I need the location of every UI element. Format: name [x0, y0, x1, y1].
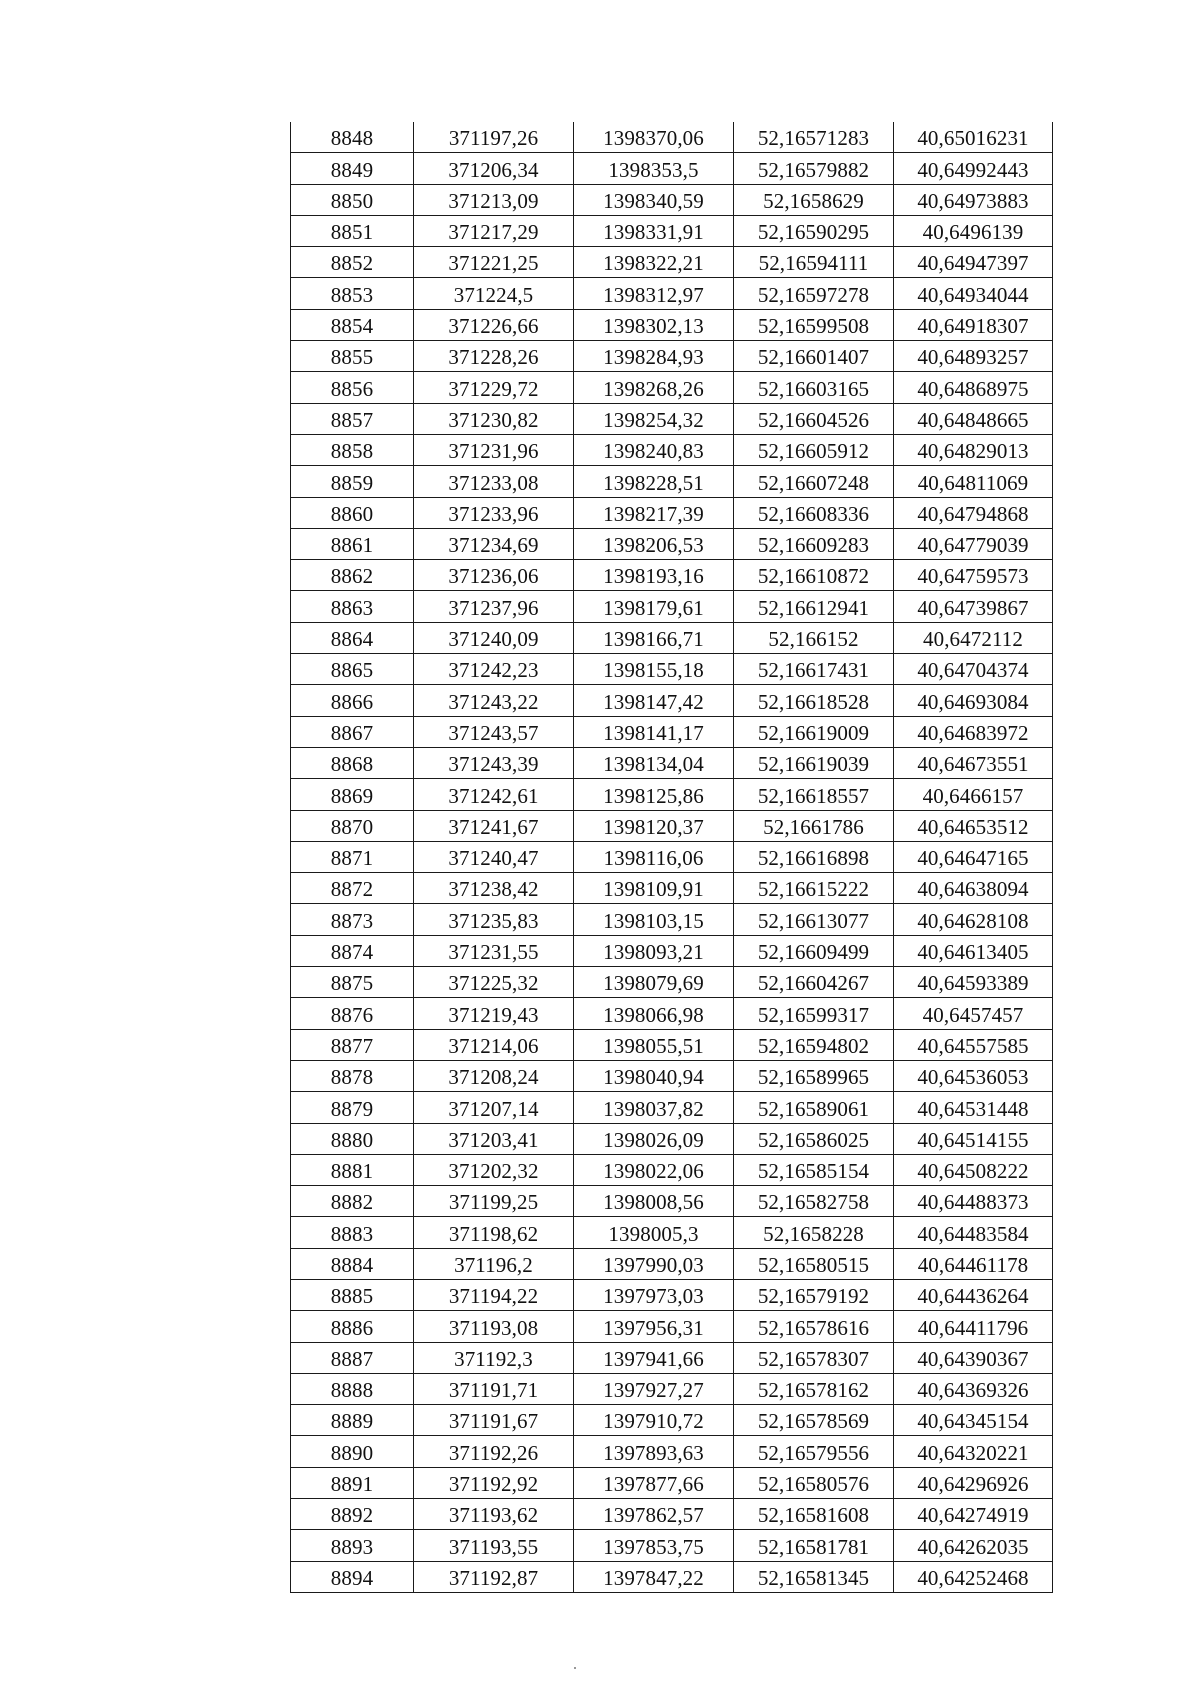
latitude-cell: 52,16585154: [734, 1154, 894, 1185]
x-coordinate-cell: 371193,08: [414, 1311, 574, 1342]
longitude-cell: 40,64483584: [894, 1217, 1053, 1248]
x-coordinate-cell: 371240,09: [414, 622, 574, 653]
x-coordinate-cell: 371243,39: [414, 747, 574, 778]
table-row: [291, 1467, 1053, 1498]
latitude-cell: 52,16619009: [734, 716, 894, 747]
latitude-cell: 52,16607248: [734, 466, 894, 497]
table-row: [291, 873, 1053, 904]
table-row: [291, 278, 1053, 309]
longitude-cell: 40,64296926: [894, 1467, 1053, 1498]
point-number-cell: 8848: [291, 122, 414, 153]
point-number-cell: 8851: [291, 215, 414, 246]
latitude-cell: 52,16581781: [734, 1530, 894, 1561]
x-coordinate-cell: 371236,06: [414, 560, 574, 591]
point-number-cell: 8875: [291, 967, 414, 998]
longitude-cell: 40,64436264: [894, 1279, 1053, 1310]
x-coordinate-cell: 371230,82: [414, 403, 574, 434]
y-coordinate-cell: 1398141,17: [574, 716, 734, 747]
latitude-cell: 52,16601407: [734, 341, 894, 372]
table-row: [291, 341, 1053, 372]
x-coordinate-cell: 371228,26: [414, 341, 574, 372]
y-coordinate-cell: 1398268,26: [574, 372, 734, 403]
y-coordinate-cell: 1398340,59: [574, 184, 734, 215]
point-number-cell: 8862: [291, 560, 414, 591]
latitude-cell: 52,1658228: [734, 1217, 894, 1248]
latitude-cell: 52,16578616: [734, 1311, 894, 1342]
x-coordinate-cell: 371203,41: [414, 1123, 574, 1154]
y-coordinate-cell: 1397847,22: [574, 1561, 734, 1592]
y-coordinate-cell: 1398284,93: [574, 341, 734, 372]
latitude-cell: 52,16580515: [734, 1248, 894, 1279]
x-coordinate-cell: 371206,34: [414, 153, 574, 184]
longitude-cell: 40,64536053: [894, 1060, 1053, 1091]
x-coordinate-cell: 371199,25: [414, 1186, 574, 1217]
table-row: [291, 215, 1053, 246]
x-coordinate-cell: 371194,22: [414, 1279, 574, 1310]
x-coordinate-cell: 371242,23: [414, 654, 574, 685]
point-number-cell: 8854: [291, 309, 414, 340]
table-row: [291, 1060, 1053, 1091]
x-coordinate-cell: 371224,5: [414, 278, 574, 309]
point-number-cell: 8879: [291, 1092, 414, 1123]
latitude-cell: 52,16578569: [734, 1405, 894, 1436]
table-row: [291, 372, 1053, 403]
longitude-cell: 40,64593389: [894, 967, 1053, 998]
point-number-cell: 8874: [291, 935, 414, 966]
latitude-cell: 52,16589965: [734, 1060, 894, 1091]
x-coordinate-cell: 371233,08: [414, 466, 574, 497]
point-number-cell: 8881: [291, 1154, 414, 1185]
y-coordinate-cell: 1397877,66: [574, 1467, 734, 1498]
longitude-cell: 40,64274919: [894, 1499, 1053, 1530]
point-number-cell: 8891: [291, 1467, 414, 1498]
y-coordinate-cell: 1398066,98: [574, 998, 734, 1029]
point-number-cell: 8869: [291, 779, 414, 810]
coordinates-table-body: [291, 122, 1053, 1592]
x-coordinate-cell: 371242,61: [414, 779, 574, 810]
y-coordinate-cell: 1398055,51: [574, 1029, 734, 1060]
y-coordinate-cell: 1398166,71: [574, 622, 734, 653]
y-coordinate-cell: 1398254,32: [574, 403, 734, 434]
longitude-cell: 40,64411796: [894, 1311, 1053, 1342]
table-row: [291, 810, 1053, 841]
point-number-cell: 8856: [291, 372, 414, 403]
x-coordinate-cell: 371233,96: [414, 497, 574, 528]
point-number-cell: 8877: [291, 1029, 414, 1060]
x-coordinate-cell: 371191,71: [414, 1373, 574, 1404]
point-number-cell: 8865: [291, 654, 414, 685]
longitude-cell: 40,64628108: [894, 904, 1053, 935]
longitude-cell: 40,64369326: [894, 1373, 1053, 1404]
longitude-cell: 40,64934044: [894, 278, 1053, 309]
y-coordinate-cell: 1398240,83: [574, 434, 734, 465]
x-coordinate-cell: 371202,32: [414, 1154, 574, 1185]
y-coordinate-cell: 1398103,15: [574, 904, 734, 935]
latitude-cell: 52,16618557: [734, 779, 894, 810]
point-number-cell: 8883: [291, 1217, 414, 1248]
table-row: [291, 1373, 1053, 1404]
latitude-cell: 52,16586025: [734, 1123, 894, 1154]
x-coordinate-cell: 371229,72: [414, 372, 574, 403]
table-row: [291, 1499, 1053, 1530]
point-number-cell: 8864: [291, 622, 414, 653]
latitude-cell: 52,16619039: [734, 747, 894, 778]
y-coordinate-cell: 1398217,39: [574, 497, 734, 528]
longitude-cell: 40,64638094: [894, 873, 1053, 904]
table-row: [291, 654, 1053, 685]
longitude-cell: 40,64848665: [894, 403, 1053, 434]
point-number-cell: 8849: [291, 153, 414, 184]
longitude-cell: 40,65016231: [894, 122, 1053, 153]
table-row: [291, 466, 1053, 497]
table-row: [291, 716, 1053, 747]
table-row: [291, 967, 1053, 998]
longitude-cell: 40,64779039: [894, 528, 1053, 559]
table-row: [291, 1123, 1053, 1154]
latitude-cell: 52,16618528: [734, 685, 894, 716]
longitude-cell: 40,64613405: [894, 935, 1053, 966]
latitude-cell: 52,16617431: [734, 654, 894, 685]
y-coordinate-cell: 1397927,27: [574, 1373, 734, 1404]
latitude-cell: 52,16571283: [734, 122, 894, 153]
table-row: [291, 1092, 1053, 1123]
table-row: [291, 1154, 1053, 1185]
y-coordinate-cell: 1398179,61: [574, 591, 734, 622]
longitude-cell: 40,64673551: [894, 747, 1053, 778]
latitude-cell: 52,16582758: [734, 1186, 894, 1217]
latitude-cell: 52,16604267: [734, 967, 894, 998]
latitude-cell: 52,16594802: [734, 1029, 894, 1060]
table-row: [291, 247, 1053, 278]
x-coordinate-cell: 371231,55: [414, 935, 574, 966]
longitude-cell: 40,64868975: [894, 372, 1053, 403]
x-coordinate-cell: 371221,25: [414, 247, 574, 278]
point-number-cell: 8882: [291, 1186, 414, 1217]
latitude-cell: 52,16603165: [734, 372, 894, 403]
point-number-cell: 8872: [291, 873, 414, 904]
latitude-cell: 52,16579882: [734, 153, 894, 184]
latitude-cell: 52,1661786: [734, 810, 894, 841]
table-row: [291, 1436, 1053, 1467]
point-number-cell: 8861: [291, 528, 414, 559]
latitude-cell: 52,16609499: [734, 935, 894, 966]
longitude-cell: 40,6457457: [894, 998, 1053, 1029]
longitude-cell: 40,64647165: [894, 841, 1053, 872]
longitude-cell: 40,6472112: [894, 622, 1053, 653]
x-coordinate-cell: 371208,24: [414, 1060, 574, 1091]
y-coordinate-cell: 1398331,91: [574, 215, 734, 246]
table-row: [291, 560, 1053, 591]
x-coordinate-cell: 371193,62: [414, 1499, 574, 1530]
point-number-cell: 8855: [291, 341, 414, 372]
table-row: [291, 309, 1053, 340]
x-coordinate-cell: 371225,32: [414, 967, 574, 998]
longitude-cell: 40,64345154: [894, 1405, 1053, 1436]
table-row: [291, 1561, 1053, 1592]
point-number-cell: 8868: [291, 747, 414, 778]
point-number-cell: 8850: [291, 184, 414, 215]
point-number-cell: 8859: [291, 466, 414, 497]
point-number-cell: 8878: [291, 1060, 414, 1091]
y-coordinate-cell: 1397973,03: [574, 1279, 734, 1310]
x-coordinate-cell: 371219,43: [414, 998, 574, 1029]
latitude-cell: 52,16604526: [734, 403, 894, 434]
x-coordinate-cell: 371192,26: [414, 1436, 574, 1467]
x-coordinate-cell: 371243,57: [414, 716, 574, 747]
latitude-cell: 52,16579556: [734, 1436, 894, 1467]
longitude-cell: 40,64320221: [894, 1436, 1053, 1467]
latitude-cell: 52,16612941: [734, 591, 894, 622]
y-coordinate-cell: 1398193,16: [574, 560, 734, 591]
y-coordinate-cell: 1398116,06: [574, 841, 734, 872]
point-number-cell: 8885: [291, 1279, 414, 1310]
table-row: [291, 528, 1053, 559]
table-row: [291, 1029, 1053, 1060]
longitude-cell: 40,64704374: [894, 654, 1053, 685]
longitude-cell: 40,6466157: [894, 779, 1053, 810]
y-coordinate-cell: 1398322,21: [574, 247, 734, 278]
latitude-cell: 52,16579192: [734, 1279, 894, 1310]
point-number-cell: 8870: [291, 810, 414, 841]
latitude-cell: 52,16605912: [734, 434, 894, 465]
longitude-cell: 40,64557585: [894, 1029, 1053, 1060]
y-coordinate-cell: 1398037,82: [574, 1092, 734, 1123]
point-number-cell: 8888: [291, 1373, 414, 1404]
latitude-cell: 52,16581345: [734, 1561, 894, 1592]
point-number-cell: 8890: [291, 1436, 414, 1467]
y-coordinate-cell: 1398147,42: [574, 685, 734, 716]
longitude-cell: 40,64918307: [894, 309, 1053, 340]
longitude-cell: 40,64653512: [894, 810, 1053, 841]
y-coordinate-cell: 1397910,72: [574, 1405, 734, 1436]
latitude-cell: 52,16578307: [734, 1342, 894, 1373]
table-row: [291, 622, 1053, 653]
point-number-cell: 8889: [291, 1405, 414, 1436]
latitude-cell: 52,16610872: [734, 560, 894, 591]
y-coordinate-cell: 1398206,53: [574, 528, 734, 559]
y-coordinate-cell: 1398022,06: [574, 1154, 734, 1185]
longitude-cell: 40,64829013: [894, 434, 1053, 465]
x-coordinate-cell: 371191,67: [414, 1405, 574, 1436]
x-coordinate-cell: 371196,2: [414, 1248, 574, 1279]
longitude-cell: 40,64508222: [894, 1154, 1053, 1185]
table-row: [291, 434, 1053, 465]
coordinates-table: [290, 122, 1053, 1593]
table-row: [291, 403, 1053, 434]
point-number-cell: 8867: [291, 716, 414, 747]
table-row: [291, 1279, 1053, 1310]
x-coordinate-cell: 371192,3: [414, 1342, 574, 1373]
latitude-cell: 52,16580576: [734, 1467, 894, 1498]
longitude-cell: 40,64811069: [894, 466, 1053, 497]
longitude-cell: 40,64683972: [894, 716, 1053, 747]
point-number-cell: 8884: [291, 1248, 414, 1279]
x-coordinate-cell: 371234,69: [414, 528, 574, 559]
longitude-cell: 40,64759573: [894, 560, 1053, 591]
table-row: [291, 497, 1053, 528]
y-coordinate-cell: 1397990,03: [574, 1248, 734, 1279]
x-coordinate-cell: 371213,09: [414, 184, 574, 215]
x-coordinate-cell: 371235,83: [414, 904, 574, 935]
y-coordinate-cell: 1398005,3: [574, 1217, 734, 1248]
y-coordinate-cell: 1398120,37: [574, 810, 734, 841]
table-row: [291, 1217, 1053, 1248]
point-number-cell: 8892: [291, 1499, 414, 1530]
y-coordinate-cell: 1398008,56: [574, 1186, 734, 1217]
y-coordinate-cell: 1398026,09: [574, 1123, 734, 1154]
point-number-cell: 8894: [291, 1561, 414, 1592]
longitude-cell: 40,64390367: [894, 1342, 1053, 1373]
x-coordinate-cell: 371198,62: [414, 1217, 574, 1248]
latitude-cell: 52,16578162: [734, 1373, 894, 1404]
point-number-cell: 8857: [291, 403, 414, 434]
table-row: [291, 1530, 1053, 1561]
point-number-cell: 8887: [291, 1342, 414, 1373]
x-coordinate-cell: 371237,96: [414, 591, 574, 622]
longitude-cell: 40,64794868: [894, 497, 1053, 528]
y-coordinate-cell: 1398079,69: [574, 967, 734, 998]
y-coordinate-cell: 1397941,66: [574, 1342, 734, 1373]
table-row: [291, 1405, 1053, 1436]
latitude-cell: 52,16589061: [734, 1092, 894, 1123]
latitude-cell: 52,16616898: [734, 841, 894, 872]
latitude-cell: 52,16590295: [734, 215, 894, 246]
table-row: [291, 685, 1053, 716]
longitude-cell: 40,64514155: [894, 1123, 1053, 1154]
latitude-cell: 52,16609283: [734, 528, 894, 559]
latitude-cell: 52,16594111: [734, 247, 894, 278]
x-coordinate-cell: 371192,92: [414, 1467, 574, 1498]
y-coordinate-cell: 1398370,06: [574, 122, 734, 153]
latitude-cell: 52,16608336: [734, 497, 894, 528]
x-coordinate-cell: 371231,96: [414, 434, 574, 465]
longitude-cell: 40,64488373: [894, 1186, 1053, 1217]
longitude-cell: 40,64262035: [894, 1530, 1053, 1561]
table-row: [291, 1342, 1053, 1373]
point-number-cell: 8886: [291, 1311, 414, 1342]
table-row: [291, 1311, 1053, 1342]
y-coordinate-cell: 1398353,5: [574, 153, 734, 184]
y-coordinate-cell: 1398134,04: [574, 747, 734, 778]
table-row: [291, 747, 1053, 778]
table-row: [291, 935, 1053, 966]
x-coordinate-cell: 371240,47: [414, 841, 574, 872]
y-coordinate-cell: 1398109,91: [574, 873, 734, 904]
latitude-cell: 52,1658629: [734, 184, 894, 215]
longitude-cell: 40,64739867: [894, 591, 1053, 622]
latitude-cell: 52,16599317: [734, 998, 894, 1029]
longitude-cell: 40,64992443: [894, 153, 1053, 184]
table-row: [291, 153, 1053, 184]
page-mark-dot: [574, 1667, 576, 1669]
y-coordinate-cell: 1398312,97: [574, 278, 734, 309]
table-row: [291, 184, 1053, 215]
y-coordinate-cell: 1398093,21: [574, 935, 734, 966]
x-coordinate-cell: 371241,67: [414, 810, 574, 841]
latitude-cell: 52,166152: [734, 622, 894, 653]
y-coordinate-cell: 1398302,13: [574, 309, 734, 340]
longitude-cell: 40,64461178: [894, 1248, 1053, 1279]
y-coordinate-cell: 1397862,57: [574, 1499, 734, 1530]
longitude-cell: 40,64531448: [894, 1092, 1053, 1123]
y-coordinate-cell: 1397893,63: [574, 1436, 734, 1467]
longitude-cell: 40,64973883: [894, 184, 1053, 215]
y-coordinate-cell: 1398125,86: [574, 779, 734, 810]
table-row: [291, 1248, 1053, 1279]
x-coordinate-cell: 371214,06: [414, 1029, 574, 1060]
table-row: [291, 591, 1053, 622]
longitude-cell: 40,6496139: [894, 215, 1053, 246]
y-coordinate-cell: 1398155,18: [574, 654, 734, 685]
point-number-cell: 8858: [291, 434, 414, 465]
y-coordinate-cell: 1397853,75: [574, 1530, 734, 1561]
point-number-cell: 8853: [291, 278, 414, 309]
longitude-cell: 40,64947397: [894, 247, 1053, 278]
x-coordinate-cell: 371217,29: [414, 215, 574, 246]
y-coordinate-cell: 1397956,31: [574, 1311, 734, 1342]
x-coordinate-cell: 371207,14: [414, 1092, 574, 1123]
longitude-cell: 40,64252468: [894, 1561, 1053, 1592]
point-number-cell: 8893: [291, 1530, 414, 1561]
point-number-cell: 8880: [291, 1123, 414, 1154]
x-coordinate-cell: 371238,42: [414, 873, 574, 904]
y-coordinate-cell: 1398228,51: [574, 466, 734, 497]
table-row: [291, 998, 1053, 1029]
table-row: [291, 841, 1053, 872]
x-coordinate-cell: 371197,26: [414, 122, 574, 153]
latitude-cell: 52,16597278: [734, 278, 894, 309]
x-coordinate-cell: 371226,66: [414, 309, 574, 340]
x-coordinate-cell: 371192,87: [414, 1561, 574, 1592]
latitude-cell: 52,16599508: [734, 309, 894, 340]
point-number-cell: 8852: [291, 247, 414, 278]
y-coordinate-cell: 1398040,94: [574, 1060, 734, 1091]
latitude-cell: 52,16615222: [734, 873, 894, 904]
longitude-cell: 40,64893257: [894, 341, 1053, 372]
table-row: [291, 122, 1053, 153]
latitude-cell: 52,16581608: [734, 1499, 894, 1530]
x-coordinate-cell: 371243,22: [414, 685, 574, 716]
table-row: [291, 1186, 1053, 1217]
point-number-cell: 8873: [291, 904, 414, 935]
table-row: [291, 779, 1053, 810]
x-coordinate-cell: 371193,55: [414, 1530, 574, 1561]
point-number-cell: 8866: [291, 685, 414, 716]
point-number-cell: 8863: [291, 591, 414, 622]
latitude-cell: 52,16613077: [734, 904, 894, 935]
point-number-cell: 8876: [291, 998, 414, 1029]
point-number-cell: 8860: [291, 497, 414, 528]
longitude-cell: 40,64693084: [894, 685, 1053, 716]
point-number-cell: 8871: [291, 841, 414, 872]
table-row: [291, 904, 1053, 935]
